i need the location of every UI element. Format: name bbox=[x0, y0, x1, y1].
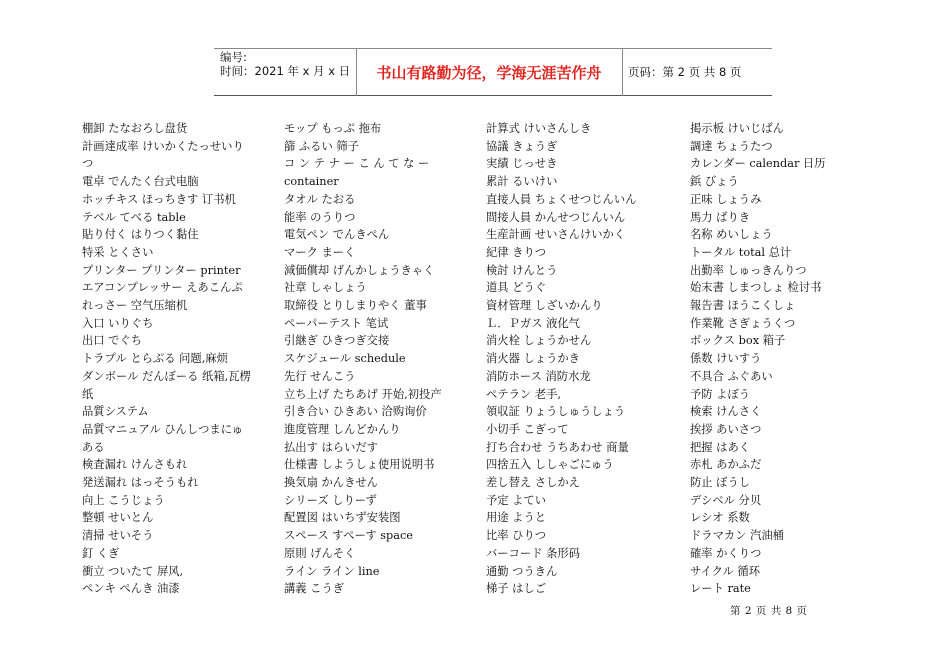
vocab-line: 予定 よてい bbox=[486, 493, 547, 507]
vocab-line: container bbox=[284, 175, 339, 189]
vocab-line: 消火器 しょうかき bbox=[486, 352, 580, 366]
vocab-line: 向上 こうじょう bbox=[82, 493, 165, 507]
vocab-line: 馬力 ばりき bbox=[690, 210, 751, 224]
vocab-line: レート rate bbox=[690, 582, 751, 596]
vocab-line: 掲示板 けいじばん bbox=[690, 122, 784, 135]
vocab-line: 挨拶 あいさつ bbox=[690, 422, 762, 436]
vocab-line: テベル てべる table bbox=[82, 210, 186, 224]
header-page-code: 页码：第 2 页 共 8 页 bbox=[628, 65, 742, 79]
vocab-line: レシオ 系数 bbox=[690, 511, 750, 525]
vocab-line: 打ち合わせ うちあわせ 商量 bbox=[486, 440, 629, 454]
vocab-line: 不具合 ふぐあい bbox=[690, 369, 773, 383]
vocab-line: 貼り付く はりつく黏住 bbox=[82, 228, 199, 242]
vocab-line: 釘 くぎ bbox=[82, 546, 120, 560]
vocab-line: 発送漏れ はっそうもれ bbox=[82, 476, 199, 490]
vocab-line: 四捨五入 ししゃごにゅう bbox=[486, 458, 614, 472]
vocab-line: 赤札 あかふだ bbox=[690, 458, 762, 472]
vocab-line: 累計 るいけい bbox=[486, 175, 558, 189]
vocab-line: 確率 かくりつ bbox=[690, 546, 762, 560]
vocab-line: エアコンプレッサー えあこんぷ bbox=[82, 281, 243, 295]
document-time-label: 时间：2021 年 x 月 x 日 bbox=[220, 64, 351, 78]
vocab-line: プリンター プリンター printer bbox=[82, 263, 241, 277]
vocab-line: タオル たおる bbox=[284, 192, 356, 206]
vocab-line: 消防ホース 消防水龙 bbox=[486, 369, 591, 383]
vocab-line: れっさー 空气压缩机 bbox=[82, 299, 188, 313]
header-info bbox=[220, 50, 350, 78]
vocab-line: ドラマカン 汽油桶 bbox=[690, 529, 784, 543]
vocab-line: トータル total 总计 bbox=[690, 245, 792, 259]
vocab-line: 計算式 けいさんしき bbox=[486, 122, 592, 135]
vocab-line: トラプル とらぶる 问题,麻烦 bbox=[82, 352, 228, 366]
vocab-line: 道具 どうぐ bbox=[486, 281, 547, 295]
vocab-line: 計画達成率 けいかくたっせいり bbox=[82, 139, 244, 153]
vocab-line: マーク まーく bbox=[284, 245, 356, 259]
vocab-line: 梯子 はしご bbox=[486, 582, 547, 596]
vocab-line: 入口 いりぐち bbox=[82, 316, 154, 330]
vocab-line: 把握 はあく bbox=[690, 440, 751, 454]
vocab-line: 予防 よぼう bbox=[690, 387, 751, 401]
vocab-line: 整頓 せいとん bbox=[82, 511, 154, 525]
vocab-line: 能率 のうりつ bbox=[284, 210, 356, 224]
vocab-line: 先行 せんこう bbox=[284, 369, 356, 383]
vocab-line: カレンダー calendar 日历 bbox=[690, 157, 826, 171]
vocab-line: 原則 げんそく bbox=[284, 546, 356, 560]
vocab-line: 作業靴 さぎょうくつ bbox=[690, 316, 796, 330]
vocab-line: バーコード 条形码 bbox=[486, 546, 580, 560]
vocab-line: ホッチキス ほっちきす 订书机 bbox=[82, 192, 236, 206]
vocab-line: 品質マニュアル ひんしつまにゅ bbox=[82, 422, 244, 436]
vocab-line: 特采 とくさい bbox=[82, 245, 154, 259]
vocab-line: 立ち上げ たちあげ 开始,初投产 bbox=[284, 387, 442, 401]
vocab-line: 名称 めいしょう bbox=[690, 228, 773, 242]
vocab-line: デシベル 分贝 bbox=[690, 493, 762, 507]
header-motto: 书山有路勤为径，学海无涯苦作舟 bbox=[376, 63, 602, 82]
vocab-line: 換気扇 かんきせん bbox=[284, 476, 378, 490]
vocab-line: 協議 きょうぎ bbox=[486, 139, 558, 153]
vocab-line: 用途 ようと bbox=[486, 511, 547, 525]
vocab-line: 清掃 せいそう bbox=[82, 529, 154, 543]
vocab-line: 生産計画 せいさんけいかく bbox=[486, 228, 626, 242]
vocab-line: 差し替え さしかえ bbox=[486, 476, 580, 490]
vocab-line: スペース すぺーす space bbox=[284, 529, 413, 543]
vocab-line: 電卓 でんたく台式电脑 bbox=[82, 175, 199, 189]
vocab-line: 篩 ふるい 筛子 bbox=[284, 139, 359, 153]
vocab-line: サイクル 循环 bbox=[690, 564, 761, 578]
vocab-line: 衝立 ついたて 屏风, bbox=[82, 564, 184, 578]
vocab-line: ペンキ ぺんき 油漆 bbox=[82, 582, 180, 596]
vocab-line: コ ン テ ナ ー こ ん て な ー bbox=[284, 157, 430, 171]
vocab-line: シリーズ しりーず bbox=[284, 493, 377, 507]
vocab-line: 社章 しゃしょう bbox=[284, 281, 367, 295]
vocab-line: ペテラン 老手, bbox=[486, 387, 561, 401]
vocab-line: 領収証 りょうしゅうしょう bbox=[486, 405, 626, 419]
vocab-line: ボックス box 箱子 bbox=[690, 334, 786, 348]
header-divider bbox=[622, 48, 623, 96]
vocab-line: 取締役 とりしまりやく 董事 bbox=[284, 299, 427, 313]
vocab-line: 電気ペン でんきぺん bbox=[284, 228, 390, 242]
vocab-line: 出勤率 しゅっきんりつ bbox=[690, 263, 807, 277]
vocab-line: 小切手 こぎって bbox=[486, 422, 569, 436]
vocab-line: つ bbox=[82, 157, 94, 171]
vocab-line: 間接人員 かんせつじんいん bbox=[486, 210, 626, 224]
vocab-line: 資材管理 しざいかんり bbox=[486, 299, 603, 313]
vocab-line: 品質システム bbox=[82, 405, 149, 419]
vocab-column-2 bbox=[284, 120, 472, 598]
vocab-line: Ｌ．Ｐガス 液化气 bbox=[486, 316, 580, 330]
vocab-line: モップ もっぷ 拖布 bbox=[284, 122, 382, 135]
vocab-line: 検討 けんとう bbox=[486, 263, 558, 277]
vocab-line: 検索 けんさく bbox=[690, 405, 762, 419]
vocab-line: 纸 bbox=[82, 387, 94, 401]
vocab-line: 比率 ひりつ bbox=[486, 529, 547, 543]
vocab-line: 消火栓 しょうかせん bbox=[486, 334, 592, 348]
vocab-line: スケジュール schedule bbox=[284, 352, 406, 366]
vocab-line: 減価償却 げんかしょうきゃく bbox=[284, 263, 435, 277]
vocab-line: 係数 けいすう bbox=[690, 352, 762, 366]
vocab-line: 進度管理 しんどかんり bbox=[284, 422, 401, 436]
vocab-line: 講義 こうぎ bbox=[284, 582, 345, 596]
vocab-line: 実績 じっせき bbox=[486, 157, 558, 171]
vocab-line: 引継ぎ ひきつぎ交接 bbox=[284, 334, 390, 348]
vocab-line: 正味 しょうみ bbox=[690, 192, 762, 206]
vocab-line: 通勤 つうきん bbox=[486, 564, 558, 578]
vocab-column-3 bbox=[486, 120, 674, 598]
vocab-column-1 bbox=[82, 120, 270, 598]
vocab-line: 始末書 しまつしょ 检讨书 bbox=[690, 281, 822, 295]
vocab-line: ペーパーテスト 笔试 bbox=[284, 316, 389, 330]
vocab-line: ライン ライン line bbox=[284, 564, 380, 578]
vocab-column-4 bbox=[690, 120, 878, 598]
vocab-line: 引き合い ひきあい 洽购询价 bbox=[284, 405, 427, 419]
vocab-line: 報告書 ほうこくしょ bbox=[690, 299, 796, 313]
vocab-line: 棚卸 たなおろし盘货 bbox=[82, 122, 188, 135]
vocab-line: 直接人員 ちょくせつじんいん bbox=[486, 192, 637, 206]
page-footer: 第 2 页 共 8 页 bbox=[730, 605, 808, 617]
vocab-line: 防止 ぼうし bbox=[690, 476, 751, 490]
vocab-line: 仕様書 しようしょ使用说明书 bbox=[284, 458, 435, 472]
vocab-line: 調達 ちょうたつ bbox=[690, 139, 773, 153]
vocab-line: 配置図 はいちず安装图 bbox=[284, 511, 401, 525]
vocab-line: 鋲 びょう bbox=[690, 175, 739, 189]
vocab-line: 検査漏れ けんさもれ bbox=[82, 458, 188, 472]
document-number-label: 编号: bbox=[220, 50, 247, 64]
header-table bbox=[214, 48, 772, 96]
vocab-line: 紀律 きりつ bbox=[486, 245, 547, 259]
vocab-line: ある bbox=[82, 440, 105, 454]
vocab-line: 出口 でぐち bbox=[82, 334, 143, 348]
vocab-line: 払出す はらいだす bbox=[284, 440, 378, 454]
vocab-line: ダンボール だんぼーる 纸箱,瓦楞 bbox=[82, 369, 251, 383]
